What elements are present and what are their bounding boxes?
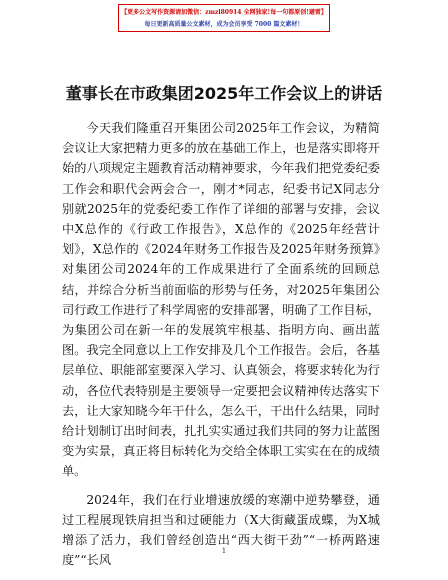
paragraph-1: 今天我们隆重召开集团公司2025年工作会议，为精简会议让大家把精力更多的放在基础工作上，也是落实即将开始的八项规定主题教育活动精神要求，今年我们把党委纪委工作会和职代会两会合一，刚才*同志，纪委书记X同志分别就2025年的党委纪委工作作了详细的部署与安排，会议中X总作的《行政工作报告》，X总作的《2025年经营计划》，X总作的《2024年财务工作报告及2025年财务预算》对集团公司2024年的工作成果进行了全面系统的回顾总结，并综合分析当前面临的形势与任务，对2025年集团公司行政工作进行了科学周密的安排部署，明确了工作目标，为集团公司在新一年的发展筑牢根基、指明方向、画出蓝图。我完全同意以上工作安排及几个工作报告。会后，各基层单位、职能部室要深入学习、认真领会，将要求转化为行动，各位代表特别是主要领导一定要把会议精神传达落实下去，让大家知晓今年干什么，怎么干，干出什么结果，同时给计划制订出时间表，扎扎实实通过我们共同的努力让蓝图变为实景，真正将目标转化为交给全体职工实实在在的成绩单。 [62, 121, 380, 479]
document-body [62, 118, 380, 570]
promo-line-2: 每日更新高质量公文素材，成为会员享受 7000 篇文素材！ [144, 21, 304, 28]
paragraph-2: 2024年，我们在行业增速放缓的寒潮中逆势攀登，通过工程展现铁肩担当和过硬能力（X大街藏蛋成蝶，为X城增添了活力，我们曾经创造出“西大街干劲”“一桥两路速度”“长风 [62, 492, 380, 568]
page-number: 1 [221, 547, 227, 555]
promo-banner [118, 4, 330, 32]
promo-line-1: 【更多公文写作资源请加微信：zmzl80914 全网独家!每一句都原创!避雷】 [121, 9, 327, 16]
document-title: 董事长在市政集团2025年工作会议上的讲话 [65, 84, 383, 103]
